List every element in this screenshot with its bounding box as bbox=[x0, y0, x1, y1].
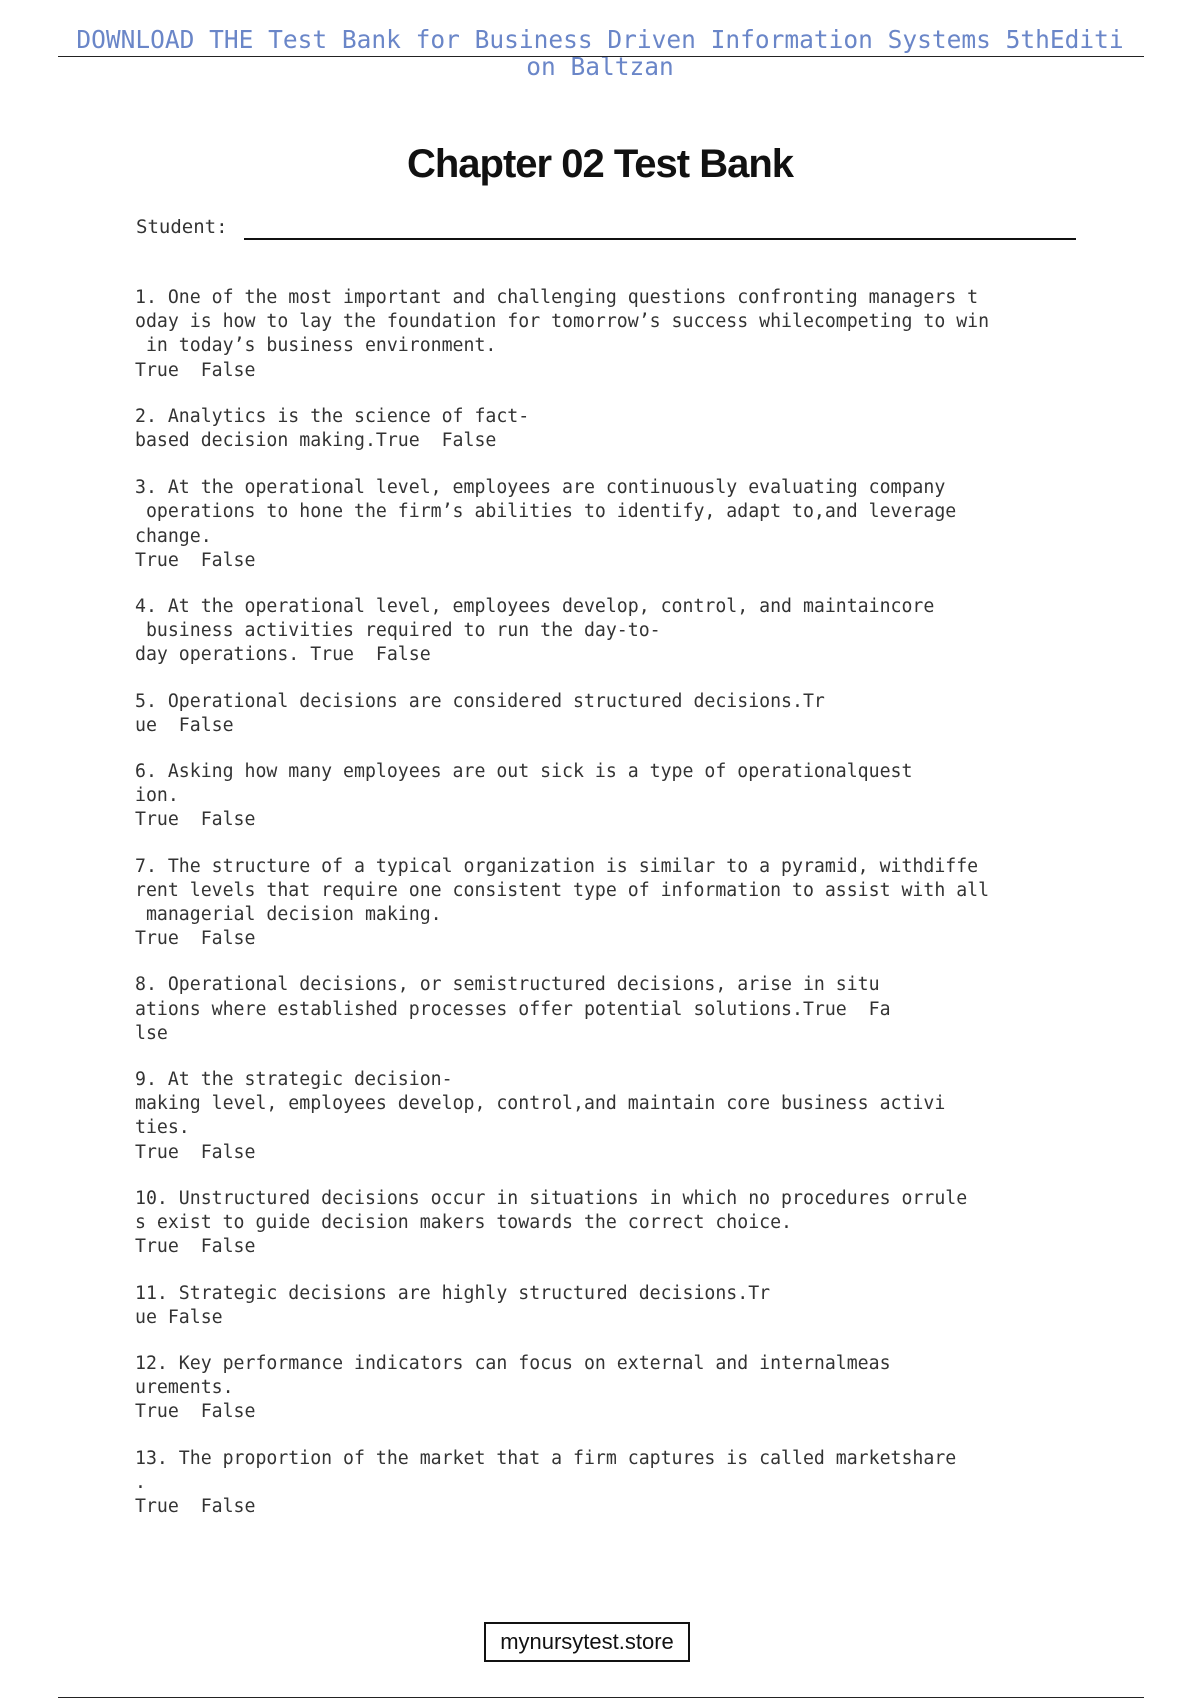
question-item bbox=[135, 760, 1095, 833]
footer-divider bbox=[58, 1697, 1144, 1698]
question-item bbox=[135, 1282, 1095, 1330]
question-text-line: in today’s business environment. bbox=[135, 335, 497, 357]
question-text-line: True False bbox=[135, 359, 256, 381]
question-text-line: business activities required to run the day-to- bbox=[135, 620, 661, 642]
site-badge[interactable]: mynursytest.store bbox=[484, 1622, 690, 1662]
question-text-line: ue False bbox=[135, 1306, 223, 1328]
question-text-line: 7. The structure of a typical organization is similar to a pyramid, withdiffe bbox=[135, 855, 979, 877]
question-item bbox=[135, 286, 1095, 383]
question-text-line: ue False bbox=[135, 714, 234, 736]
question-item bbox=[135, 1352, 1095, 1425]
question-text-line: 10. Unstructured decisions occur in situations in which no procedures orrule bbox=[135, 1187, 968, 1209]
question-list bbox=[135, 286, 1095, 1541]
question-text-line: 12. Key performance indicators can focus on external and internalmeas bbox=[135, 1352, 891, 1374]
question-text-line: True False bbox=[135, 1236, 256, 1258]
question-text-line: 4. At the operational level, employees develop, control, and maintaincore bbox=[135, 596, 935, 618]
question-text-line: lse bbox=[135, 1022, 168, 1044]
question-text-line: 8. Operational decisions, or semistructured decisions, arise in situ bbox=[135, 974, 880, 996]
question-item bbox=[135, 690, 1095, 738]
question-item bbox=[135, 1447, 1095, 1520]
question-text-line: 13. The proportion of the market that a firm captures is called marketshare bbox=[135, 1447, 957, 1469]
question-text-line: 11. Strategic decisions are highly structured decisions.Tr bbox=[135, 1282, 771, 1304]
question-text-line: operations to hone the firm’s abilities to identify, adapt to,and leverage bbox=[135, 501, 957, 523]
download-banner-link[interactable]: DOWNLOAD THE Test Bank for Business Driven Information Systems 5thEditi on Baltzan bbox=[76, 25, 1124, 81]
question-text-line: managerial decision making. bbox=[135, 904, 442, 926]
page-title: Chapter 02 Test Bank bbox=[406, 142, 794, 186]
question-text-line: rent levels that require one consistent type of information to assist with all bbox=[135, 879, 990, 901]
question-text-line: True False bbox=[135, 1141, 256, 1163]
question-text-line: True False bbox=[135, 809, 256, 831]
question-text-line: 9. At the strategic decision- bbox=[135, 1069, 453, 1091]
question-text-line: 5. Operational decisions are considered structured decisions.Tr bbox=[135, 690, 825, 712]
question-item bbox=[135, 973, 1095, 1046]
question-item bbox=[135, 1068, 1095, 1165]
question-text-line: ties. bbox=[135, 1117, 190, 1139]
question-text-line: True False bbox=[135, 549, 256, 571]
question-text-line: True False bbox=[135, 1495, 256, 1517]
question-text-line: True False bbox=[135, 1401, 256, 1423]
question-text-line: making level, employees develop, control,and maintain core business activi bbox=[135, 1093, 946, 1115]
question-text-line: ion. bbox=[135, 785, 179, 807]
question-text-line: 3. At the operational level, employees are continuously evaluating company bbox=[135, 477, 946, 499]
question-item bbox=[135, 855, 1095, 952]
question-item bbox=[135, 595, 1095, 668]
question-text-line: 2. Analytics is the science of fact- bbox=[135, 405, 530, 427]
question-text-line: 1. One of the most important and challenging questions confronting managers t bbox=[135, 287, 979, 308]
question-text-line: ations where established processes offer potential solutions.True Fa bbox=[135, 998, 891, 1020]
question-text-line: . bbox=[135, 1471, 146, 1493]
student-label: Student: bbox=[136, 216, 228, 238]
question-text-line: based decision making.True False bbox=[135, 430, 497, 452]
student-name-field[interactable] bbox=[244, 238, 1076, 240]
question-text-line: urements. bbox=[135, 1377, 234, 1399]
question-text-line: True False bbox=[135, 928, 256, 950]
question-text-line: 6. Asking how many employees are out sick is a type of operationalquest bbox=[135, 761, 913, 783]
question-text-line: s exist to guide decision makers towards the correct choice. bbox=[135, 1212, 792, 1234]
header-divider bbox=[58, 56, 1144, 57]
question-text-line: day operations. True False bbox=[135, 644, 431, 666]
question-item bbox=[135, 476, 1095, 573]
question-item bbox=[135, 1187, 1095, 1260]
question-text-line: oday is how to lay the foundation for tomorrow’s success whilecompeting to win bbox=[135, 311, 990, 333]
question-text-line: change. bbox=[135, 525, 212, 547]
question-item bbox=[135, 405, 1095, 453]
